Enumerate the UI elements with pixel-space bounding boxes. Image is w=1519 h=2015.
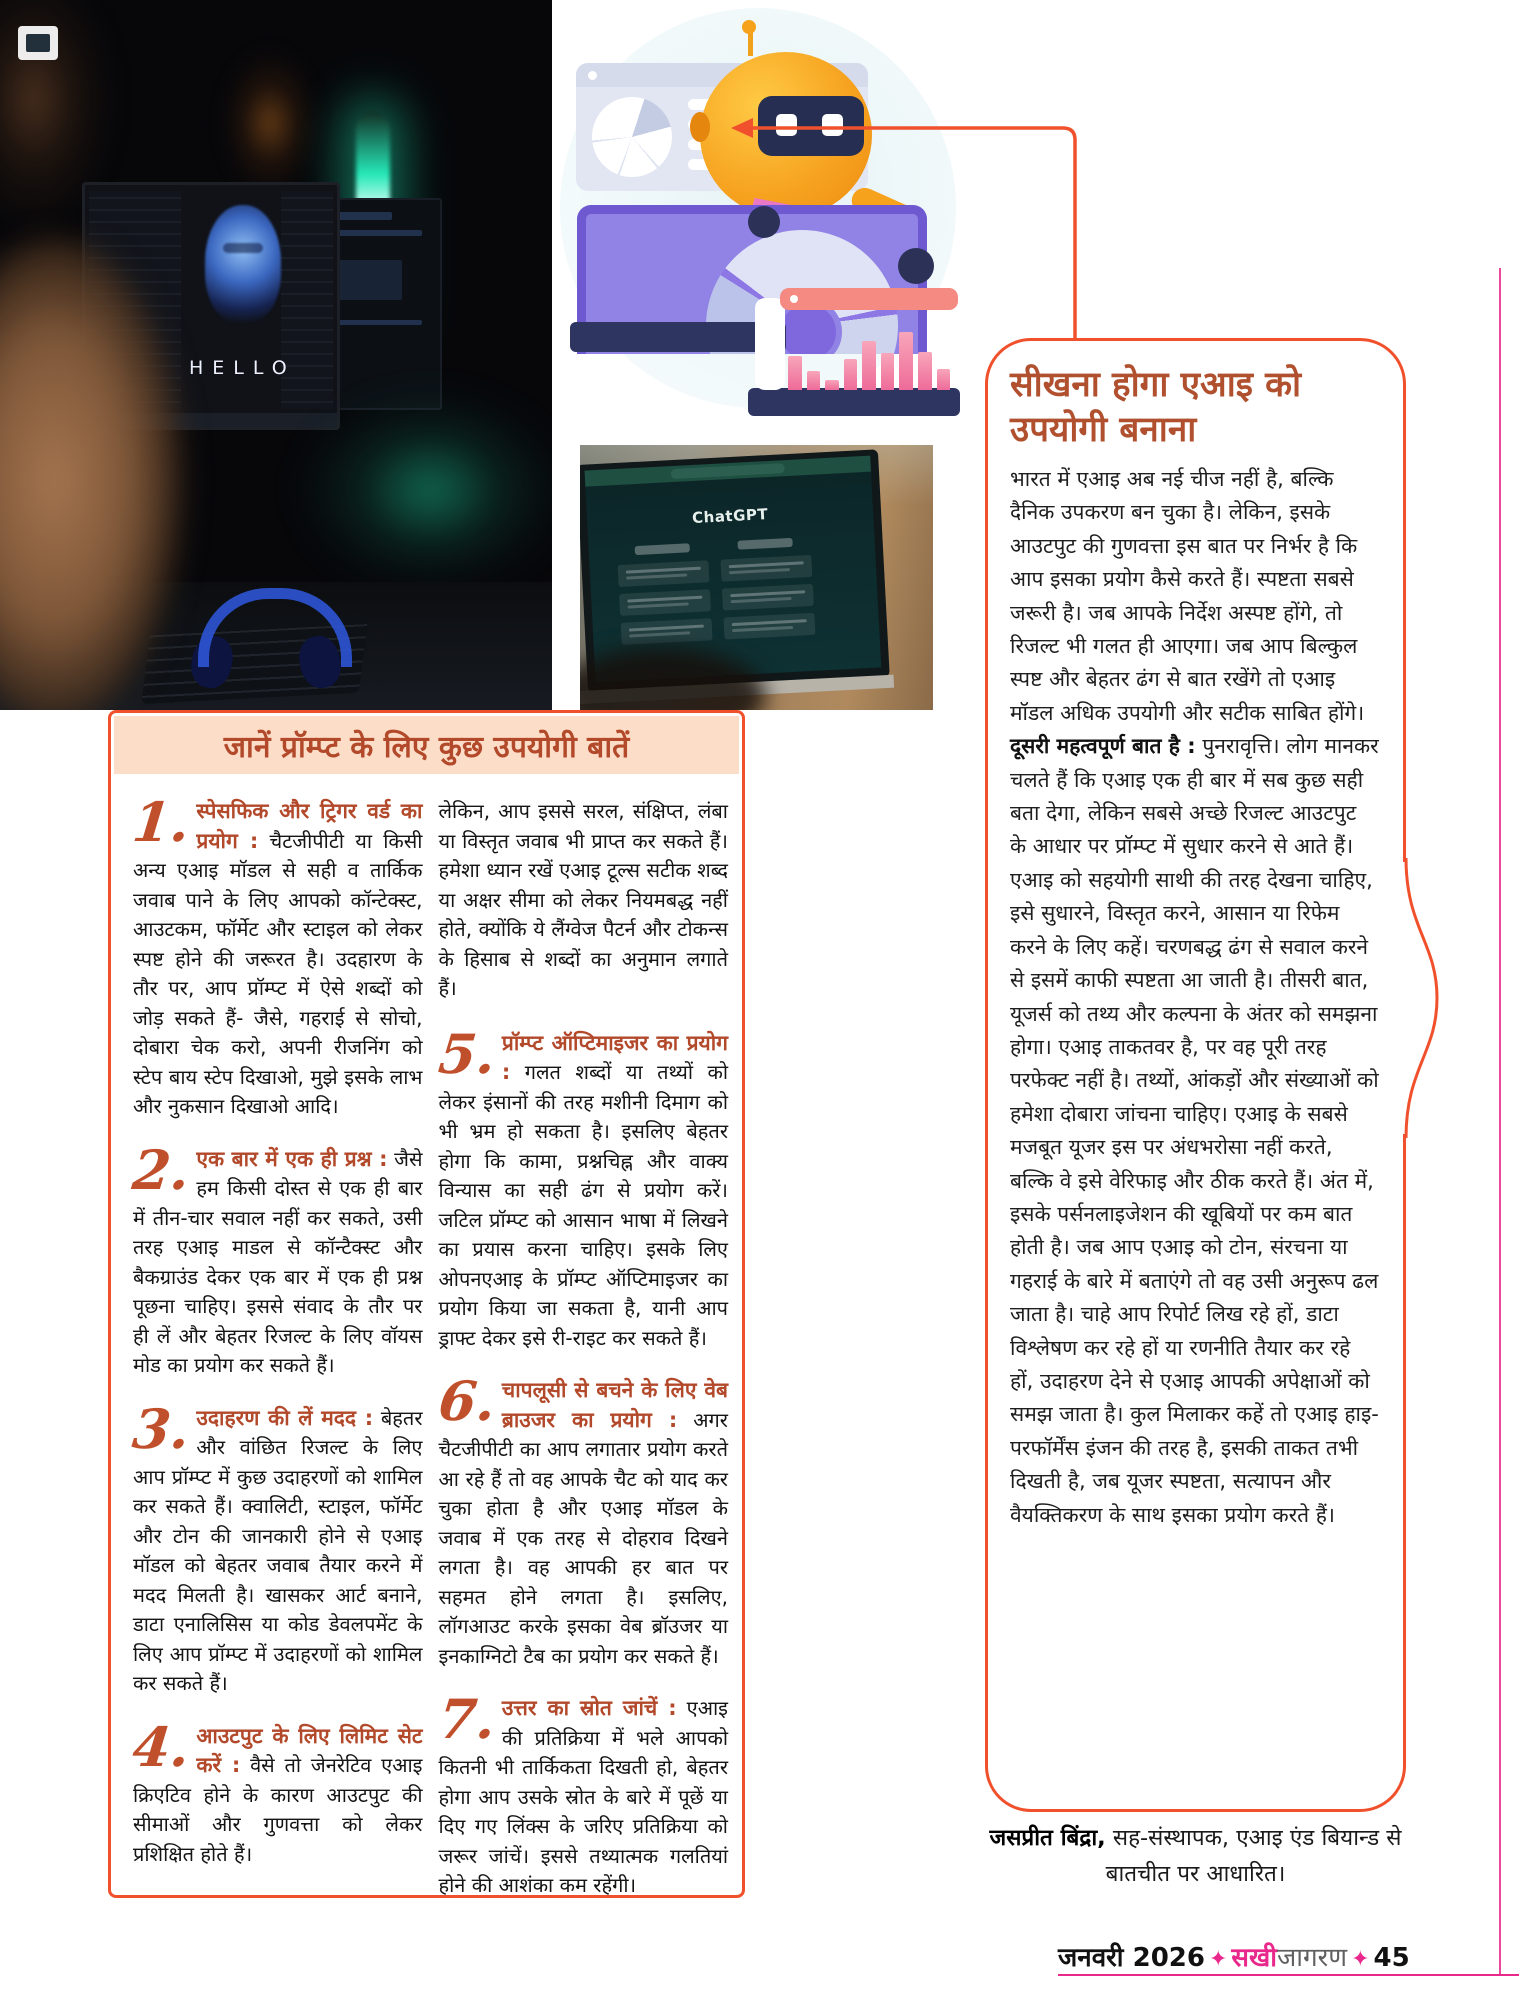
tips-column-1 — [129, 790, 423, 1887]
tips-column-2 — [435, 797, 729, 1897]
tips-box — [108, 710, 745, 1898]
sidebar-title: सीखना होगा एआइ को उपयोगी बनाना — [1010, 365, 1302, 450]
sidebar-article-box — [985, 338, 1406, 1812]
sidebar-paragraph-2-lead: दूसरी महत्वपूर्ण बात है : — [1010, 734, 1196, 759]
tip-item-2: 2. एक बार में एक ही प्रश्न : जैसे हम किसी दोस्त से एक ही बार में तीन-चार सवाल नहीं कर सकते, उसी तरह एआइ माडल से कॉन्टैक्स्ट और बैकग्राउंड देकर एक बार में एक ही प्रश्न पूछना चाहिए। इससे संवाद के तौर पर ही लें और बेहतर रिजल्ट के लिए वॉयस मोड का प्रयोग कर सकते हैं। — [129, 1137, 423, 1377]
footer-page-number: 45 — [1373, 1943, 1410, 1973]
sidebar-paragraph-2: दूसरी महत्वपूर्ण बात है : पुनरावृत्ति। लोग मानकर चलते हैं कि एआइ एक ही बार में सब कुछ सही बता देगा, लेकिन सबसे अच्छे रिजल्ट आउटपुट के आधार पर प्रॉम्प्ट में सुधार करने से आते हैं। एआइ को सहयोगी साथी की तरह देखना चाहिए, इसे सुधारने, विस्तृत करने, आसान या रिफेम करने के लिए कहें। चरणबद्ध ढंग से सवाल करने से इसमें काफी स्पष्टता आ जाती है। तीसरी बात, यूजर्स को तथ्य और कल्पना के अंतर को समझना होगा। एआइ ताकतवर है, पर वह पूरी तरह परफेक्ट नहीं है। तथ्यों, आंकड़ों और संख्याओं को हमेशा दोबारा जांचना चाहिए। एआइ के सबसे मजबूत यूजर इस पर अंधभरोसा नहीं करते, बल्कि वे इसे वेरिफाइ और ठीक करते हैं। अंत में, इसके पर्सनलाइजेशन की खूबियों पर कम बात होती है। जब आप एआइ को टोन, संरचना या गहराई के बारे में बताएंगे तो वह उसी अनुरूप ढल जाता है। चाहे आप रिपोर्ट लिख रहे हों, डाटा विश्लेषण कर रहे हों या रणनीति तैयार कर रहे हों, उदाहरण देने से एआइ आपकी अपेक्षाओं को समझ जाता है। कुल मिलाकर कहें तो एआइ हाइ-परफॉर्मेंस इंजन की तरह है, इसकी ताकत तभी दिखती है, जब यूजर स्पष्टता, सत्यापन और वैयक्तिकरण के साथ इसका प्रयोग करते हैं। — [1010, 734, 1379, 1527]
arrow-connector-icon — [713, 108, 1093, 348]
tip-item-7: 7. उत्तर का स्रोत जांचें : एआइ की प्रतिक्रिया में भले आपको कितनी भी तार्किकता दिखती हो, बेहतर होगा आप उसके स्रोत के बारे में पूछें या दिए गए लिंक्स के जरिए प्रतिक्रिया को जरूर जांचें। इससे तथ्यात्मक गलतियां होने की आशंका कम रहेंगी। — [435, 1687, 728, 1897]
tip-number: 6. — [435, 1369, 499, 1433]
tip-number: 7. — [435, 1687, 499, 1751]
tip-item-6: 6. चापलूसी से बचने के लिए वेब ब्राउजर का प्रयोग : अगर चैटजीपीटी का आप लगातार प्रयोग करते आ रहे हैं तो वह आपके चैट को याद कर चुका होता है और एआइ मॉडल के जवाब में एक तरह से दोहराव दिखने लगता है। वह आपकी हर बात पर सहमत होने लगता है। इसलिए, लॉगआउट करके इसका वेब ब्रॉउजर या इनकाग्निटो टैब का प्रयोग कर सकते हैं। — [435, 1369, 728, 1668]
wireframe-face — [205, 205, 281, 323]
tip-item-4-continued: लेकिन, आप इससे सरल, संक्षिप्त, लंबा या विस्तृत जवाब भी प्राप्त कर सकते हैं। हमेशा ध्यान रखें एआइ टूल्स सटीक शब्द या अक्षर सीमा को लेकर नियमबद्ध नहीं होते, क्योंकि ये लैंग्वेज पैटर्न और टोकन्स के हिसाब से शब्दों का अनुमान लगाते हैं। — [438, 799, 728, 1000]
sidebar-paragraph-1: भारत में एआइ अब नई चीज नहीं है, बल्कि दैनिक उपकरण बन चुका है। लेकिन, इसके आउटपुट की गुणवत्ता इस बात पर निर्भर है कि आप इसका प्रयोग कैसे करते हैं। स्पष्टता सबसे जरूरी है। जब आपके निर्देश अस्पष्ट होंगे, तो रिजल्ट भी गलत ही आएगा। जब आप बिल्कुल स्पष्ट और बेहतर ढंग से बात रखेंगे तो एआइ मॉडल अधिक उपयोगी और सटीक साबित होंगे। — [1010, 467, 1365, 725]
tip-item-1: 1. स्पेसफिक और ट्रिगर वर्ड का प्रयोग : चैटजीपीटी या किसी अन्य एआइ मॉडल से सही व तार्किक जवाब पाने के लिए आपको कॉन्टेक्स्ट, आउटकम, फॉर्मेट और स्टाइल को लेकर स्पष्ट होने की जरूरत है। उदहारण के तौर पर, आप प्रॉम्प्ट में ऐसे शब्दों को जोड़ सकते हैं- जैसे, गहराई से सोचो, दोबारा चेक करो, अपनी रीजनिंग को स्टेप बाय स्टेप दिखाओ, मुझे इसके लाभ और नुकसान दिखाओ आदि। — [129, 790, 423, 1118]
chatgpt-label: ChatGPT — [691, 505, 769, 528]
hello-screen-text: HELLO — [189, 357, 296, 379]
star-icon: ✦ — [1351, 1947, 1370, 1972]
chatgpt-cards — [617, 537, 816, 645]
navy-shelf-graphic — [748, 388, 960, 416]
tip-number: 5. — [435, 1021, 499, 1086]
tips-box-title: जानें प्रॉम्प्ट के लिए कुछ उपयोगी बातें — [114, 716, 739, 774]
tip-item-5: 5. प्रॉम्प्ट ऑप्टिमाइजर का प्रयोग : गलत शब्दों या तथ्यों को लेकर इंसानों की तरह मशीनी दिमाग को भी भ्रम हो सकता है। इसलिए बेहतर होगा कि कामा, प्रश्नचिह्न और वाक्य विन्यास का सही ढंग से प्रयोग करें। जटिल प्रॉम्प्ट को आसान भाषा में लिखने का प्रयास करना चाहिए। इसके लिए ओपनएआइ के प्रॉम्प्ट ऑप्टिमाइजर का प्रयोग किया जा सकता है, यानी आप ड्राफ्ट देकर इसे री-राइट कर सकते हैं। — [435, 1021, 729, 1350]
attribution: जसप्रीत बिंद्रा, सह-संस्थापक, एआइ एंड बियान्ड से बातचीत पर आधारित। — [989, 1825, 1402, 1887]
page-footer — [1058, 1938, 1410, 1974]
pie-chart-graphic — [592, 97, 672, 177]
tip-item-4: 4. आउटपुट के लिए लिमिट सेट करें : वैसे तो जेनरेटिव एआइ क्रिएटिव होने के कारण आउटपुट की सीमाओं और गुणवत्ता को लेकर प्रशिक्षित होते हैं। — [129, 1714, 423, 1866]
page-edge-rule — [1499, 268, 1501, 1976]
robot-ear — [690, 112, 710, 142]
wall-logo — [18, 26, 58, 60]
tip-item-3: 3. उदाहरण की लें मदद : बेहतर और वांछित रिजल्ट के लिए आप प्रॉम्प्ट में कुछ उदाहरणों को शामिल कर सकते हैं। क्वालिटी, स्टाइल, फॉर्मेट और टोन की जानकारी होने से एआइ मॉडल को बेहतर जवाब तैयार करने में मदद मिलती है। खासकर आर्ट बनाने, डाटा एनालिसिस या कोड डेवलपमेंट के लिए आप प्रॉम्प्ट में उदाहरणों को शामिल कर सकते हैं। — [129, 1396, 423, 1695]
amber-glow — [222, 48, 318, 198]
attribution-author: जसप्रीत बिंद्रा, — [989, 1825, 1106, 1851]
photo-person-monitors — [0, 0, 552, 710]
tip-number: 1. — [129, 790, 193, 854]
tip-number: 2. — [129, 1137, 193, 1202]
tip-number: 4. — [129, 1714, 193, 1779]
footer-issue: जनवरी 2026 — [1058, 1943, 1205, 1973]
footer-brand-pink: सखी — [1231, 1943, 1277, 1973]
tip-number: 3. — [129, 1396, 193, 1461]
secondary-monitor — [322, 198, 442, 410]
border-flourish — [1389, 858, 1449, 1138]
star-icon: ✦ — [1208, 1947, 1228, 1972]
footer-brand-gray: जागरण — [1276, 1943, 1348, 1973]
teal-glow — [295, 390, 552, 590]
footer-rule — [1058, 1974, 1519, 1976]
robot-antenna-ball — [742, 20, 756, 34]
chatgpt-screen — [585, 456, 882, 683]
robot-antenna — [748, 32, 753, 56]
photo-chatgpt-laptop — [580, 445, 933, 710]
